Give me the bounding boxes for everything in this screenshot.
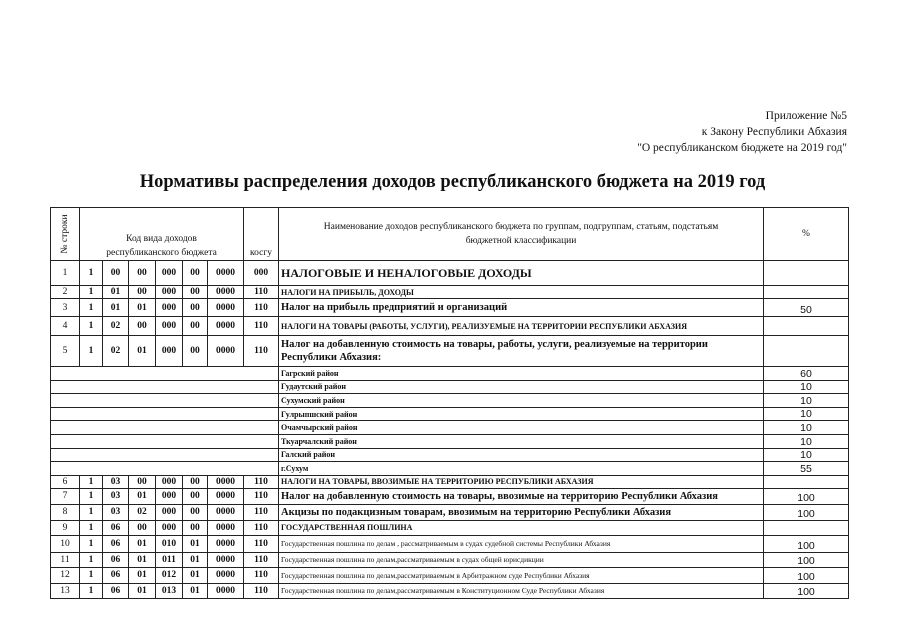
code-cell: 011 xyxy=(156,552,183,567)
code-cell: 01 xyxy=(183,567,208,583)
table-row xyxy=(51,535,849,552)
revenue-name: НАЛОГИ НА ТОВАРЫ (РАБОТЫ, УСЛУГИ), РЕАЛИЗУЕМЫЕ НА ТЕРРИТОРИИ РЕСПУБЛИКИ АБХАЗИЯ xyxy=(279,317,764,336)
table-row xyxy=(51,394,849,408)
percent-cell: 55 xyxy=(764,462,849,476)
code-cell: 00 xyxy=(129,261,156,286)
code-cell: 1 xyxy=(80,567,103,583)
percent-cell: 10 xyxy=(764,407,849,421)
code-cell: 013 xyxy=(156,583,183,598)
code-cell: 0000 xyxy=(208,535,244,552)
revenue-name: НАЛОГИ НА ПРИБЫЛЬ, ДОХОДЫ xyxy=(279,286,764,299)
code-cell: 010 xyxy=(156,535,183,552)
code-cell: 01 xyxy=(129,336,156,367)
code-cell: 000 xyxy=(156,336,183,367)
revenue-name: НАЛОГИ НА ТОВАРЫ, ВВОЗИМЫЕ НА ТЕРРИТОРИЮ РЕСПУБЛИКИ АБХАЗИЯ xyxy=(279,475,764,488)
code-cell: 0000 xyxy=(208,583,244,598)
code-cell: 0000 xyxy=(208,552,244,567)
percent-cell: 50 xyxy=(764,299,849,317)
code-cell: 00 xyxy=(129,475,156,488)
code-cell: 0000 xyxy=(208,286,244,299)
revenue-table xyxy=(50,207,849,599)
header-row-no: № строки xyxy=(51,208,80,261)
table-row xyxy=(51,504,849,520)
merged-blank-cell xyxy=(51,367,279,381)
district-name: Гудаутский район xyxy=(279,380,764,394)
percent-cell: 100 xyxy=(764,504,849,520)
code-cell: 00 xyxy=(103,261,129,286)
code-cell: 00 xyxy=(129,317,156,336)
row-number: 4 xyxy=(51,317,80,336)
table-row xyxy=(51,286,849,299)
table-row xyxy=(51,488,849,504)
code-cell: 01 xyxy=(129,583,156,598)
code-cell: 1 xyxy=(80,475,103,488)
percent-cell xyxy=(764,261,849,286)
merged-blank-cell xyxy=(51,380,279,394)
code-cell: 110 xyxy=(244,552,279,567)
row-number: 1 xyxy=(51,261,80,286)
code-cell: 000 xyxy=(156,286,183,299)
percent-cell: 60 xyxy=(764,367,849,381)
table-row xyxy=(51,475,849,488)
code-cell: 01 xyxy=(183,535,208,552)
code-cell: 1 xyxy=(80,488,103,504)
district-name: Ткуарчалский район xyxy=(279,434,764,448)
code-cell: 01 xyxy=(129,299,156,317)
appendix-line: Приложение №5 xyxy=(765,110,847,122)
table-row xyxy=(51,448,849,462)
code-cell: 1 xyxy=(80,535,103,552)
table-row xyxy=(51,367,849,381)
revenue-name: Государственная пошлина по делам,рассматриваемым в судах общей юрисдикции xyxy=(279,552,764,567)
code-cell: 01 xyxy=(129,567,156,583)
district-name: Гагрский район xyxy=(279,367,764,381)
code-cell: 06 xyxy=(103,552,129,567)
code-cell: 01 xyxy=(183,583,208,598)
code-cell: 02 xyxy=(103,317,129,336)
header-percent: % xyxy=(764,208,849,261)
code-cell: 00 xyxy=(183,488,208,504)
code-cell: 1 xyxy=(80,583,103,598)
percent-cell xyxy=(764,286,849,299)
district-name: Сухумский район xyxy=(279,394,764,408)
row-number: 12 xyxy=(51,567,80,583)
revenue-name: Государственная пошлина по делам , рассматриваемым в судах судебной системы Республики Абхазия xyxy=(279,535,764,552)
code-cell: 0000 xyxy=(208,520,244,535)
code-cell: 012 xyxy=(156,567,183,583)
row-number: 13 xyxy=(51,583,80,598)
revenue-name: НАЛОГОВЫЕ И НЕНАЛОГОВЫЕ ДОХОДЫ xyxy=(279,261,764,286)
row-number: 5 xyxy=(51,336,80,367)
percent-cell: 10 xyxy=(764,421,849,435)
table-row xyxy=(51,583,849,598)
percent-cell: 10 xyxy=(764,394,849,408)
district-name: Гулрыпшский район xyxy=(279,407,764,421)
district-name: Галский район xyxy=(279,448,764,462)
percent-cell: 100 xyxy=(764,552,849,567)
percent-cell xyxy=(764,475,849,488)
code-cell: 06 xyxy=(103,535,129,552)
percent-cell: 100 xyxy=(764,488,849,504)
code-cell: 000 xyxy=(156,504,183,520)
header-code: Код вида доходов республиканского бюджета xyxy=(80,208,244,261)
code-cell: 01 xyxy=(129,488,156,504)
code-cell: 0000 xyxy=(208,336,244,367)
code-cell: 06 xyxy=(103,520,129,535)
table-row xyxy=(51,421,849,435)
merged-blank-cell xyxy=(51,394,279,408)
merged-blank-cell xyxy=(51,434,279,448)
code-cell: 000 xyxy=(156,475,183,488)
code-cell: 0000 xyxy=(208,475,244,488)
merged-blank-cell xyxy=(51,407,279,421)
row-number: 8 xyxy=(51,504,80,520)
code-cell: 0000 xyxy=(208,299,244,317)
code-cell: 02 xyxy=(129,504,156,520)
percent-cell xyxy=(764,336,849,367)
code-cell: 1 xyxy=(80,520,103,535)
revenue-name: Государственная пошлина по делам,рассматриваемым в Конституционном Суде Республики Абхазия xyxy=(279,583,764,598)
revenue-name: Налог на добавленную стоимость на товары, ввозимые на территорию Республики Абхазия xyxy=(279,488,764,504)
code-cell: 110 xyxy=(244,286,279,299)
code-cell: 00 xyxy=(183,504,208,520)
percent-cell: 10 xyxy=(764,448,849,462)
code-cell: 1 xyxy=(80,317,103,336)
code-cell: 00 xyxy=(183,317,208,336)
code-cell: 000 xyxy=(156,317,183,336)
code-cell: 0000 xyxy=(208,261,244,286)
code-cell: 110 xyxy=(244,535,279,552)
district-name: г.Сухум xyxy=(279,462,764,476)
header-kosgu: косгу xyxy=(244,208,279,261)
table-row xyxy=(51,552,849,567)
code-cell: 110 xyxy=(244,336,279,367)
code-cell: 110 xyxy=(244,475,279,488)
table-row xyxy=(51,299,849,317)
code-cell: 06 xyxy=(103,583,129,598)
code-cell: 00 xyxy=(183,520,208,535)
code-cell: 0000 xyxy=(208,317,244,336)
percent-cell: 10 xyxy=(764,380,849,394)
code-cell: 01 xyxy=(129,552,156,567)
code-cell: 03 xyxy=(103,488,129,504)
row-number: 7 xyxy=(51,488,80,504)
percent-cell xyxy=(764,317,849,336)
table-row xyxy=(51,520,849,535)
code-cell: 00 xyxy=(129,286,156,299)
percent-cell: 100 xyxy=(764,583,849,598)
table-row xyxy=(51,434,849,448)
revenue-name: Налог на добавленную стоимость на товары, работы, услуги, реализуемые на территории Республики Абхазия: xyxy=(279,336,764,367)
code-cell: 110 xyxy=(244,488,279,504)
code-cell: 000 xyxy=(156,488,183,504)
code-cell: 00 xyxy=(183,299,208,317)
code-cell: 01 xyxy=(103,286,129,299)
percent-cell: 100 xyxy=(764,567,849,583)
code-cell: 01 xyxy=(183,552,208,567)
row-number: 6 xyxy=(51,475,80,488)
table-row xyxy=(51,336,849,367)
code-cell: 01 xyxy=(129,535,156,552)
row-number: 10 xyxy=(51,535,80,552)
code-cell: 110 xyxy=(244,567,279,583)
code-cell: 1 xyxy=(80,504,103,520)
row-number: 3 xyxy=(51,299,80,317)
revenue-name: Акцизы по подакцизным товарам, ввозимым на территорию Республики Абхазия xyxy=(279,504,764,520)
code-cell: 110 xyxy=(244,317,279,336)
revenue-name: ГОСУДАРСТВЕННАЯ ПОШЛИНА xyxy=(279,520,764,535)
code-cell: 0000 xyxy=(208,504,244,520)
header-row xyxy=(51,208,849,261)
code-cell: 110 xyxy=(244,299,279,317)
code-cell: 03 xyxy=(103,504,129,520)
code-cell: 01 xyxy=(103,299,129,317)
code-cell: 1 xyxy=(80,261,103,286)
merged-blank-cell xyxy=(51,462,279,476)
row-number: 9 xyxy=(51,520,80,535)
code-cell: 1 xyxy=(80,336,103,367)
revenue-name: Налог на прибыль предприятий и организаций xyxy=(279,299,764,317)
table-row xyxy=(51,407,849,421)
merged-blank-cell xyxy=(51,448,279,462)
percent-cell xyxy=(764,520,849,535)
code-cell: 0000 xyxy=(208,488,244,504)
table-row xyxy=(51,261,849,286)
code-cell: 000 xyxy=(156,299,183,317)
table-row xyxy=(51,567,849,583)
code-cell: 00 xyxy=(183,286,208,299)
header-name: Наименование доходов республиканского бюджета по группам, подгруппам, статьям, подстатьям бюджетной классификации xyxy=(279,208,764,261)
code-cell: 1 xyxy=(80,552,103,567)
code-cell: 1 xyxy=(80,286,103,299)
code-cell: 0000 xyxy=(208,567,244,583)
code-cell: 00 xyxy=(183,475,208,488)
code-cell: 06 xyxy=(103,567,129,583)
table-row xyxy=(51,462,849,476)
percent-cell: 10 xyxy=(764,434,849,448)
code-cell: 00 xyxy=(129,520,156,535)
table-row xyxy=(51,317,849,336)
code-cell: 02 xyxy=(103,336,129,367)
appendix-line: к Закону Республики Абхазия xyxy=(701,126,847,138)
code-cell: 000 xyxy=(156,261,183,286)
code-cell: 000 xyxy=(244,261,279,286)
percent-cell: 100 xyxy=(764,535,849,552)
code-cell: 110 xyxy=(244,520,279,535)
code-cell: 110 xyxy=(244,504,279,520)
appendix-line: "О республиканском бюджете на 2019 год" xyxy=(637,142,847,154)
row-number: 11 xyxy=(51,552,80,567)
code-cell: 03 xyxy=(103,475,129,488)
code-cell: 000 xyxy=(156,520,183,535)
code-cell: 00 xyxy=(183,336,208,367)
code-cell: 1 xyxy=(80,299,103,317)
document-title: Нормативы распределения доходов республиканского бюджета на 2019 год xyxy=(139,172,766,192)
district-name: Очамчырский район xyxy=(279,421,764,435)
merged-blank-cell xyxy=(51,421,279,435)
revenue-name: Государственная пошлина по делам,рассматриваемым в Арбитражном суде Республики Абхазия xyxy=(279,567,764,583)
row-number: 2 xyxy=(51,286,80,299)
appendix-note xyxy=(637,108,847,156)
table-row xyxy=(51,380,849,394)
code-cell: 110 xyxy=(244,583,279,598)
code-cell: 00 xyxy=(183,261,208,286)
